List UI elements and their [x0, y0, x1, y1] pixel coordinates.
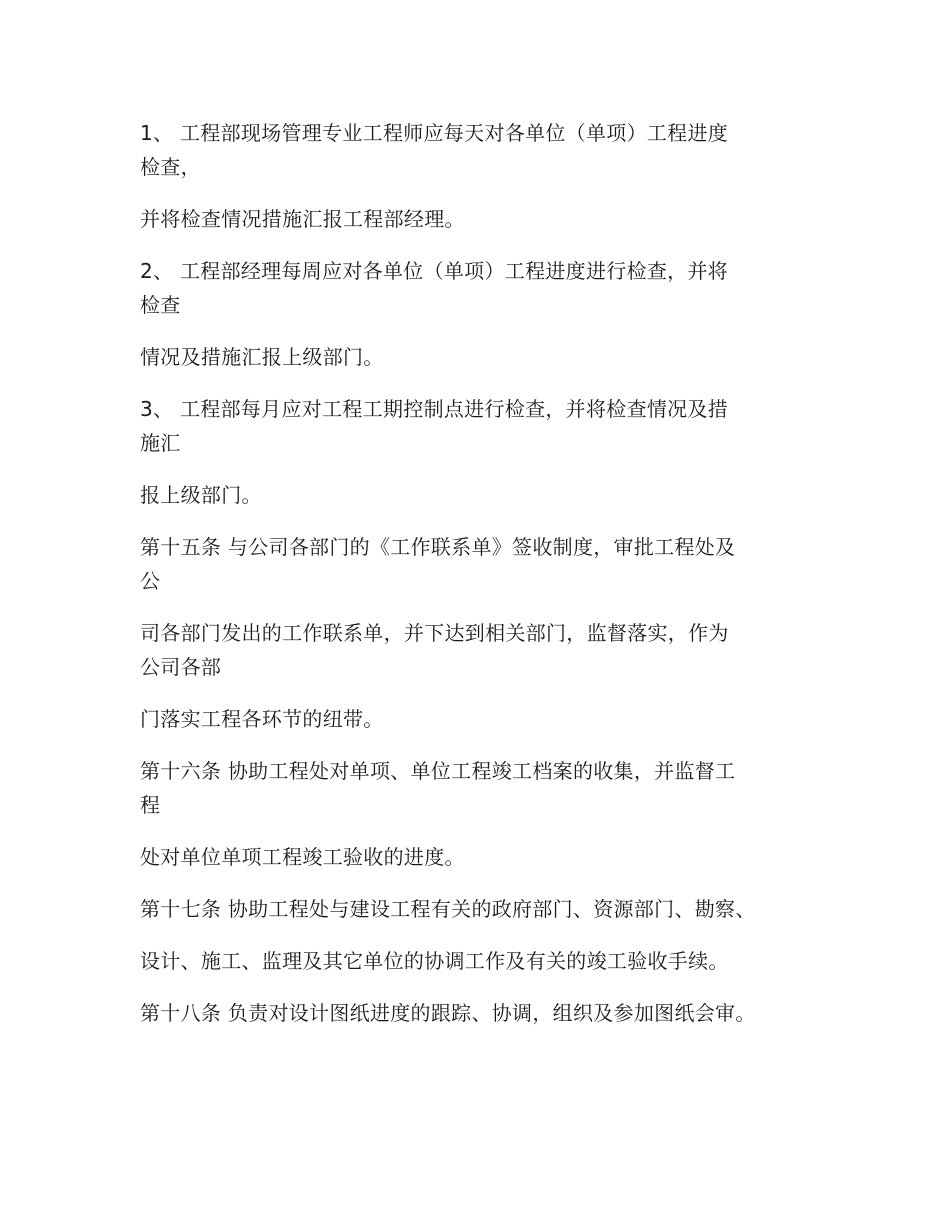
- text-line: 报上级部门。: [140, 483, 262, 507]
- text-line: 第十六条 协助工程处对单项、单位工程竣工档案的收集，并监督工: [140, 759, 736, 783]
- text-line: 设计、施工、监理及其它单位的协调工作及有关的竣工验收手续。: [140, 949, 729, 973]
- text-line: 公司各部: [140, 655, 222, 679]
- text-line: 施汇: [140, 431, 181, 455]
- text-line: 程: [140, 793, 161, 817]
- text-line: 司各部门发出的工作联系单，并下达到相关部门，监督落实，作为: [140, 621, 729, 645]
- text-line: 检查: [140, 293, 181, 317]
- text-line: 第十五条 与公司各部门的《工作联系单》签收制度，审批工程处及: [140, 535, 736, 559]
- text-line: 第十七条 协助工程处与建设工程有关的政府部门、资源部门、勘察、: [140, 897, 756, 921]
- text-line: 公: [140, 569, 161, 593]
- text-line: 处对单位单项工程竣工验收的进度。: [140, 845, 465, 869]
- text-line: 并将检查情况措施汇报工程部经理。: [140, 207, 465, 231]
- text-line: 1、 工程部现场管理专业工程师应每天对各单位（单项）工程进度: [140, 121, 729, 145]
- text-line: 门落实工程各环节的纽带。: [140, 707, 384, 731]
- text-line: 3、 工程部每月应对工程工期控制点进行检查，并将检查情况及措: [140, 397, 729, 421]
- text-line: 检查，: [140, 155, 201, 179]
- text-line: 情况及措施汇报上级部门。: [140, 345, 384, 369]
- text-line: 2、 工程部经理每周应对各单位（单项）工程进度进行检查，并将: [140, 259, 729, 283]
- text-line: 第十八条 负责对设计图纸进度的跟踪、协调，组织及参加图纸会审。: [140, 1001, 756, 1025]
